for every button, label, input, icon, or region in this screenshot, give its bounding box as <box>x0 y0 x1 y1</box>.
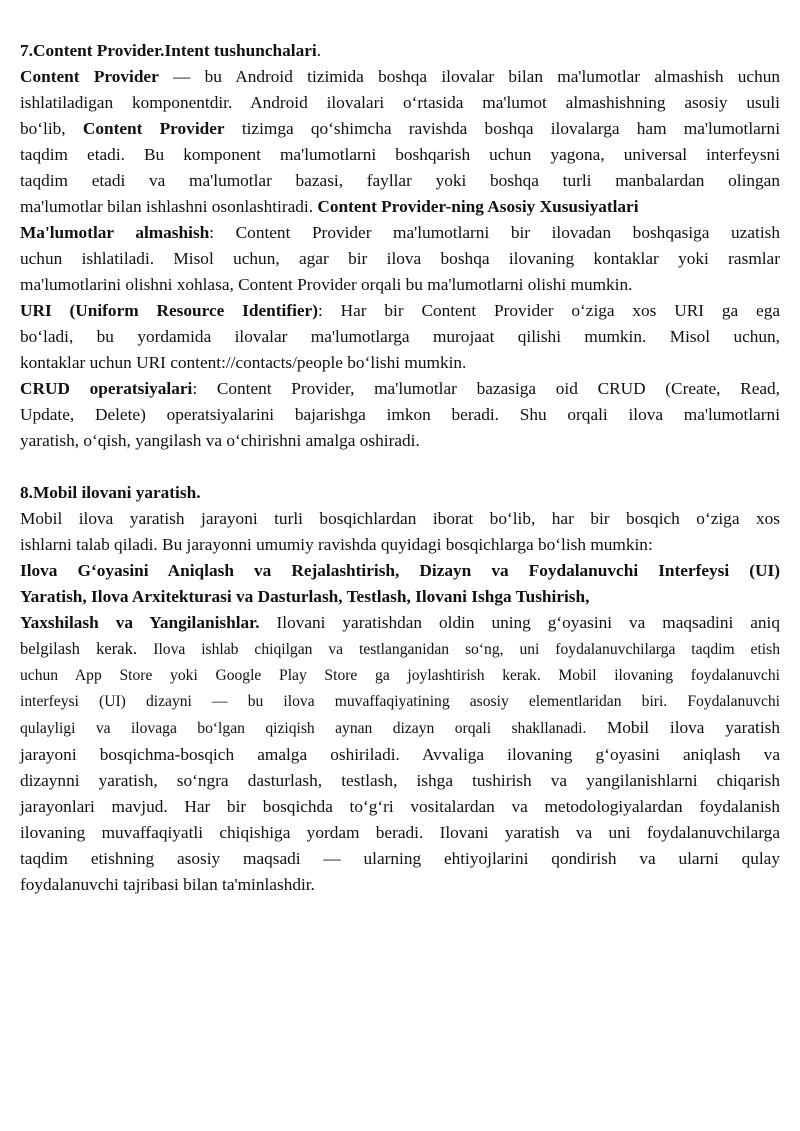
paragraph-line <box>20 298 780 324</box>
paragraph-line <box>20 350 780 376</box>
text-run: qulayligi va ilovaga bo‘lgan qiziqish aynan dizayn orqali shakllanadi. <box>20 720 607 737</box>
bold-term: Content Provider <box>20 67 159 86</box>
paragraph-line <box>20 220 780 246</box>
text-run: ishlarni talab qiladi. Bu jarayonni umumiy ravishda quyidagi bosqichlarga bo‘lish mumkin: <box>20 535 653 554</box>
paragraph-line <box>20 820 780 846</box>
paragraph-line <box>20 402 780 428</box>
paragraph-line <box>20 872 780 898</box>
section-8-title: 8.Mobil ilovani yaratish. <box>20 483 201 502</box>
paragraph-line <box>20 142 780 168</box>
text-run: uchun App Store yoki Google Play Store ga joylashtirish kerak. Mobil ilovaning foydalanuvchi <box>20 667 780 684</box>
paragraph-line <box>20 90 780 116</box>
text-run: — bu Android tizimida boshqa ilovalar bilan ma'lumotlar almashish uchun <box>158 67 780 86</box>
document-page <box>20 38 780 898</box>
text-run: Ilovani yaratishdan oldin uning g‘oyasini va maqsadini aniq <box>259 613 780 632</box>
section-7-title: 7.Content Provider.Intent tushunchalari <box>20 41 317 60</box>
bold-term: Yaratish, Ilova Arxitekturasi va Dasturlash, Testlash, Ilovani Ishga Tushirish, <box>20 587 590 606</box>
paragraph-line <box>20 246 780 272</box>
paragraph-line <box>20 272 780 298</box>
text-run: Ilova ishlab chiqilgan va testlanganidan so‘ng, uni foydalanuvchilarga taqdim etish <box>153 641 780 658</box>
text-run: taqdim etadi. Bu komponent ma'lumotlarni boshqarish uchun yagona, universal interfeysni <box>20 145 780 164</box>
text-run: jarayonlari mavjud. Har bir bosqichda to‘g‘ri vositalardan va metodologiyalardan foydalanish <box>20 797 780 816</box>
text-run: uchun ishlatiladi. Misol uchun, agar bir ilova boshqa ilovaning kontaklar yoki rasmlar <box>20 249 780 268</box>
text-run: Mobil ilova yaratish jarayoni turli bosqichlardan iborat bo‘lib, har bir bosqich o‘ziga xos <box>20 509 780 528</box>
text-run: ma'lumotlar bilan ishlashni osonlashtiradi. <box>20 197 318 216</box>
text-run: belgilash kerak. <box>20 639 154 658</box>
paragraph-line <box>20 584 780 610</box>
paragraph-line <box>20 194 780 220</box>
paragraph-line <box>20 324 780 350</box>
text-run: jarayoni bosqichma-bosqich amalga oshiriladi. Avvaliga ilovaning g‘oyasini aniqlash va <box>20 745 780 764</box>
text-run: interfeysi (UI) dizayni — bu ilova muvaffaqiyatining asosiy elementlaridan biri. Foydalanuvchi <box>20 693 780 710</box>
text-run: ishlatiladigan komponentdir. Android ilovalari o‘rtasida ma'lumot almashishning asosiy usuli <box>20 93 780 112</box>
paragraph-line <box>20 428 780 454</box>
bold-term: Ilova G‘oyasini Aniqlash va Rejalashtirish, Dizayn va Foydalanuvchi Interfeysi (UI) <box>20 561 780 580</box>
bold-term: Content Provider <box>82 119 225 138</box>
paragraph-line <box>20 742 780 768</box>
section-7-title-dot: . <box>316 41 322 60</box>
text-run: dizaynni yaratish, so‘ngra dasturlash, testlash, ishga tushirish va yangilanishlarni chiqarish <box>20 771 780 790</box>
text-run: Update, Delete) operatsiyalarini bajarishga imkon beradi. Shu orqali ilova ma'lumotlarni <box>20 405 780 424</box>
paragraph-line <box>20 532 780 558</box>
paragraph-line <box>20 768 780 794</box>
bold-term: CRUD operatsiyalari <box>20 379 193 398</box>
bold-term: Content Provider-ning Asosiy Xususiyatlari <box>317 197 639 216</box>
text-run: bo‘ladi, bu yordamida ilovalar ma'lumotlarga murojaat qilishi mumkin. Misol uchun, <box>20 327 780 346</box>
paragraph-line <box>20 558 780 584</box>
text-run: ma'lumotlarini olishni xohlasa, Content Provider orqali bu ma'lumotlarni olishi mumkin. <box>20 275 633 294</box>
paragraph-line <box>20 506 780 532</box>
text-run: bo‘lib, <box>20 119 83 138</box>
paragraph-line <box>20 64 780 90</box>
bold-term: Ma'lumotlar almashish <box>20 223 210 242</box>
text-run: kontaklar uchun URI content://contacts/people bo‘lishi mumkin. <box>20 353 467 372</box>
bold-term: Yaxshilash va Yangilanishlar. <box>20 613 260 632</box>
paragraph-line <box>20 168 780 194</box>
section-8-heading <box>20 480 780 506</box>
paragraph-line <box>20 846 780 872</box>
text-run: Mobil ilova yaratish <box>606 718 780 737</box>
paragraph-line <box>20 689 780 715</box>
section-7-heading <box>20 38 780 64</box>
text-run: : Har bir Content Provider o‘ziga xos URI ga ega <box>318 301 781 320</box>
paragraph-spacer <box>20 454 780 480</box>
text-run: : Content Provider, ma'lumotlar bazasiga oid CRUD (Create, Read, <box>192 379 780 398</box>
text-run: tizimga qo‘shimcha ravishda boshqa ilovalarga ham ma'lumotlarni <box>224 119 781 138</box>
text-run: foydalanuvchi tajribasi bilan ta'minlashdir. <box>20 875 315 894</box>
text-run: yaratish, o‘qish, yangilash va o‘chirishni amalga oshiradi. <box>20 431 420 450</box>
paragraph-line <box>20 376 780 402</box>
text-run: taqdim etishning asosiy maqsadi — ularning ehtiyojlarini qondirish va ularni qulay <box>20 849 780 868</box>
bold-term: URI (Uniform Resource Identifier) <box>20 301 318 320</box>
paragraph-line <box>20 636 780 663</box>
paragraph-line <box>20 663 780 689</box>
paragraph-line <box>20 794 780 820</box>
text-run: : Content Provider ma'lumotlarni bir ilovadan boshqasiga uzatish <box>209 223 780 242</box>
paragraph-line <box>20 715 780 742</box>
text-run: taqdim etadi va ma'lumotlar bazasi, fayllar yoki boshqa turli manbalardan olingan <box>20 171 780 190</box>
paragraph-line <box>20 610 780 636</box>
text-run: ilovaning muvaffaqiyatli chiqishiga yordam beradi. Ilovani yaratish va uni foydalanuvchilarga <box>20 823 780 842</box>
paragraph-line <box>20 116 780 142</box>
